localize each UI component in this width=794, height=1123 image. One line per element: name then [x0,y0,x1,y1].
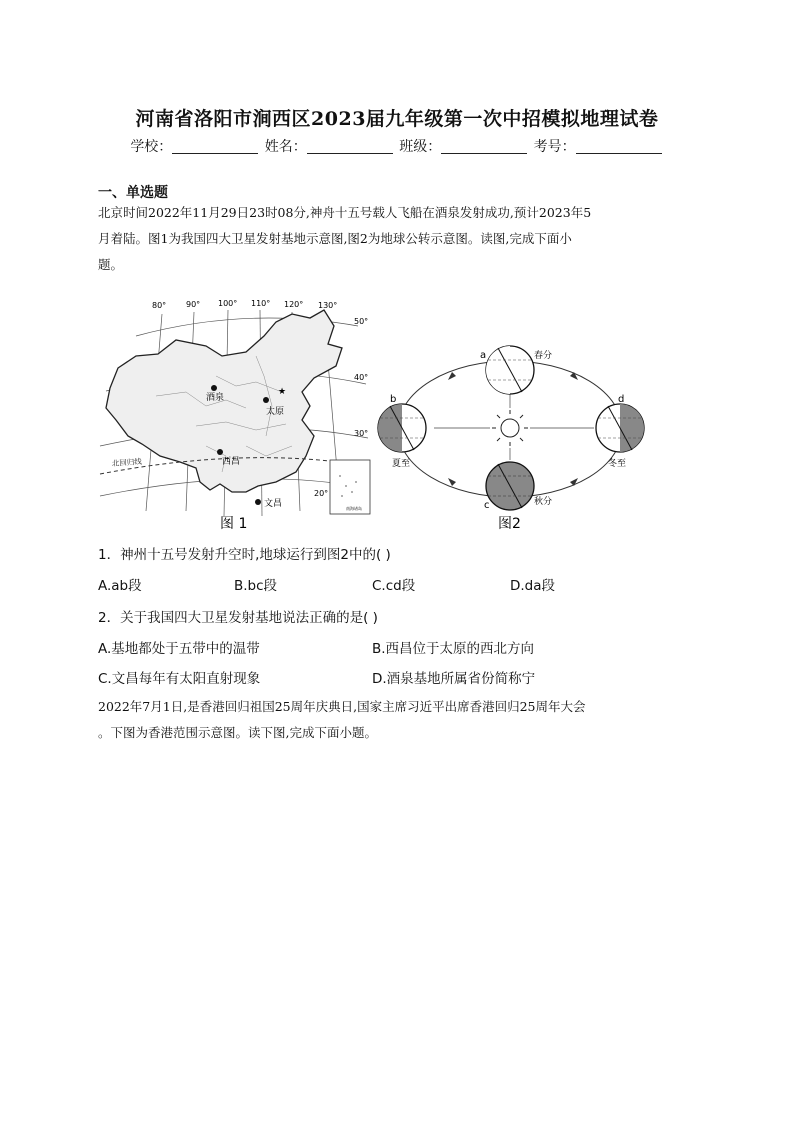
site-dot-jiuquan [211,385,217,391]
question-1-stem: 1．神州十五号发射升空时,地球运行到图2中的( ) [98,547,391,563]
section-heading: 一、单选题 [98,185,168,201]
site-dot-xichang [217,449,223,455]
q1-option-d[interactable]: D.da段 [510,578,556,594]
class-label: 班级： [399,139,442,155]
school-label: 学校： [130,139,173,155]
q2-option-b[interactable]: B.西昌位于太原的西北方向 [372,641,535,657]
position-letter-c: c [484,500,490,511]
lon-label: 90° [186,300,201,309]
school-blank[interactable] [172,139,258,154]
intro-line: 月着陆。图1为我国四大卫星发射基地示意图,图2为地球公转示意图。读图,完成下面小 [98,231,572,246]
position-letter-a: a [480,350,487,361]
site-dot-wenchang [255,499,261,505]
name-label: 姓名： [264,139,307,155]
inset-label: 南海诸岛 [346,506,362,511]
lon-label: 100° [218,299,238,308]
number-label: 考号： [533,139,576,155]
earth-a [486,346,534,394]
lat-label: 20° [314,489,329,498]
lat-label: 40° [354,373,369,382]
q2-option-d[interactable]: D.酒泉基地所属省份简称宁 [372,671,536,687]
term-label-b: 夏至 [392,459,411,469]
site-label-xichang: 西昌 [222,457,241,467]
q1-option-a[interactable]: A.ab段 [98,578,142,594]
intro-paragraph [98,200,698,278]
q1-option-b[interactable]: B.bc段 [234,578,278,594]
figure-1-caption: 图 1 [220,516,248,532]
figure-2-revolution [374,336,656,534]
figure-1-map [96,296,378,536]
lon-label: 130° [318,301,338,310]
figure-2-caption: 图2 [498,516,521,532]
question-2-stem: 2．关于我国四大卫星发射基地说法正确的是( ) [98,610,378,626]
position-letter-b: b [390,394,397,405]
lon-label: 120° [284,300,304,309]
term-label-d: 冬至 [608,459,627,469]
lon-label: 80° [152,301,167,310]
site-label-taiyuan: 太原 [266,407,285,417]
site-label-jiuquan: 酒泉 [206,393,225,403]
capital-star-icon: ★ [278,387,287,397]
term-label-a: 春分 [534,351,553,361]
section2-paragraph [98,694,698,746]
student-info-line [0,136,794,156]
position-letter-d: d [618,394,625,405]
tropic-label: 北回归线 [111,456,143,468]
lat-label: 30° [354,429,369,438]
intro-line: 北京时间2022年11月29日23时08分,神舟十五号载人飞船在酒泉发射成功,预计2023年5 [98,205,592,220]
earth-d [596,404,644,452]
name-blank[interactable] [307,139,393,154]
lon-label: 110° [251,299,271,308]
exam-title: 河南省洛阳市涧西区2023届九年级第一次中招模拟地理试卷 [135,108,659,130]
earth-c [486,462,534,510]
intro-line: 题。 [98,257,124,272]
q1-option-c[interactable]: C.cd段 [372,578,416,594]
site-label-wenchang: 文昌 [264,499,283,509]
sun-icon [492,410,528,446]
number-blank[interactable] [576,139,662,154]
q2-option-c[interactable]: C.文昌每年有太阳直射现象 [98,671,261,687]
site-dot-taiyuan [263,397,269,403]
section2-line: 。下图为香港范围示意图。读下图,完成下面小题。 [98,725,377,740]
q2-option-a[interactable]: A.基地都处于五带中的温带 [98,641,260,657]
lat-label: 50° [354,317,369,326]
term-label-c: 秋分 [534,497,553,507]
earth-b [378,404,426,452]
section2-line: 2022年7月1日,是香港回归祖国25周年庆典日,国家主席习近平出席香港回归25周年大会 [98,699,586,714]
class-blank[interactable] [441,139,527,154]
